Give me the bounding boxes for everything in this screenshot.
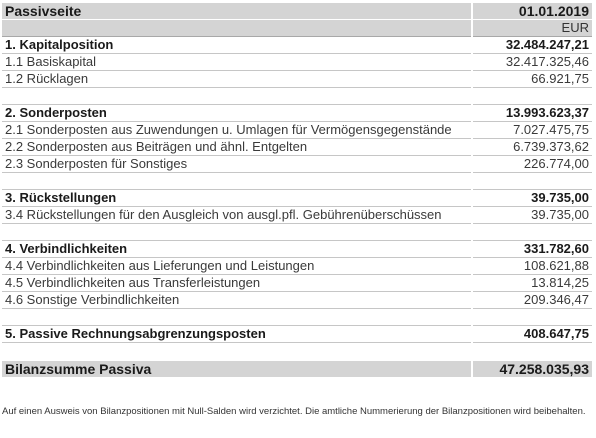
section-value: 13.993.623,37	[472, 105, 592, 122]
footnote: Auf einen Ausweis von Bilanzpositionen mit Null-Salden wird verzichtet. Die amtliche Nummerierung der Bilanzpositionen wird beibehalten.	[2, 406, 586, 417]
item-row	[2, 54, 592, 71]
item-label: 1.1 Basiskapital	[2, 54, 472, 71]
spacer-cell	[2, 224, 472, 241]
section-row	[2, 190, 592, 207]
item-label: 4.6 Sonstige Verbindlichkeiten	[2, 292, 472, 309]
spacer-row	[2, 224, 592, 241]
section-row	[2, 37, 592, 54]
total-row	[2, 360, 592, 377]
currency-label: EUR	[472, 20, 592, 37]
section-value: 39.735,00	[472, 190, 592, 207]
item-value: 209.346,47	[472, 292, 592, 309]
item-label: 4.5 Verbindlichkeiten aus Transferleistungen	[2, 275, 472, 292]
item-row	[2, 139, 592, 156]
item-row	[2, 292, 592, 309]
balance-sheet-body	[2, 3, 592, 377]
section-label: 4. Verbindlichkeiten	[2, 241, 472, 258]
section-label: 5. Passive Rechnungsabgrenzungsposten	[2, 326, 472, 343]
currency-spacer	[2, 20, 472, 37]
header-title: Passivseite	[2, 3, 472, 20]
spacer-cell	[2, 173, 472, 190]
section-value: 331.782,60	[472, 241, 592, 258]
header-date: 01.01.2019	[472, 3, 592, 20]
section-value: 408.647,75	[472, 326, 592, 343]
item-value: 6.739.373,62	[472, 139, 592, 156]
section-label: 3. Rückstellungen	[2, 190, 472, 207]
section-label: 1. Kapitalposition	[2, 37, 472, 54]
item-row	[2, 275, 592, 292]
item-value: 13.814,25	[472, 275, 592, 292]
section-row	[2, 105, 592, 122]
spacer-cell	[472, 309, 592, 326]
spacer-row	[2, 309, 592, 326]
item-value: 39.735,00	[472, 207, 592, 224]
spacer-cell	[472, 173, 592, 190]
item-value: 66.921,75	[472, 71, 592, 88]
section-row	[2, 326, 592, 343]
section-label: 2. Sonderposten	[2, 105, 472, 122]
item-value: 108.621,88	[472, 258, 592, 275]
spacer-cell	[472, 88, 592, 105]
spacer-row	[2, 88, 592, 105]
item-label: 4.4 Verbindlichkeiten aus Lieferungen und Leistungen	[2, 258, 472, 275]
total-value: 47.258.035,93	[472, 360, 592, 377]
item-label: 2.3 Sonderposten für Sonstiges	[2, 156, 472, 173]
balance-sheet-table	[2, 3, 592, 377]
section-value: 32.484.247,21	[472, 37, 592, 54]
item-row	[2, 207, 592, 224]
item-label: 1.2 Rücklagen	[2, 71, 472, 88]
item-row	[2, 156, 592, 173]
spacer-row	[2, 173, 592, 190]
item-row	[2, 258, 592, 275]
item-value: 7.027.475,75	[472, 122, 592, 139]
currency-row	[2, 20, 592, 37]
item-row	[2, 71, 592, 88]
item-label: 3.4 Rückstellungen für den Ausgleich von ausgl.pfl. Gebührenüberschüssen	[2, 207, 472, 224]
section-row	[2, 241, 592, 258]
spacer-cell	[2, 309, 472, 326]
item-value: 226.774,00	[472, 156, 592, 173]
total-label: Bilanzsumme Passiva	[2, 360, 472, 377]
spacer-cell	[472, 343, 592, 361]
spacer-row	[2, 343, 592, 361]
header-row	[2, 3, 592, 20]
spacer-cell	[2, 88, 472, 105]
spacer-cell	[2, 343, 472, 361]
item-label: 2.1 Sonderposten aus Zuwendungen u. Umlagen für Vermögensgegenstände	[2, 122, 472, 139]
item-label: 2.2 Sonderposten aus Beiträgen und ähnl. Entgelten	[2, 139, 472, 156]
item-value: 32.417.325,46	[472, 54, 592, 71]
item-row	[2, 122, 592, 139]
spacer-cell	[472, 224, 592, 241]
